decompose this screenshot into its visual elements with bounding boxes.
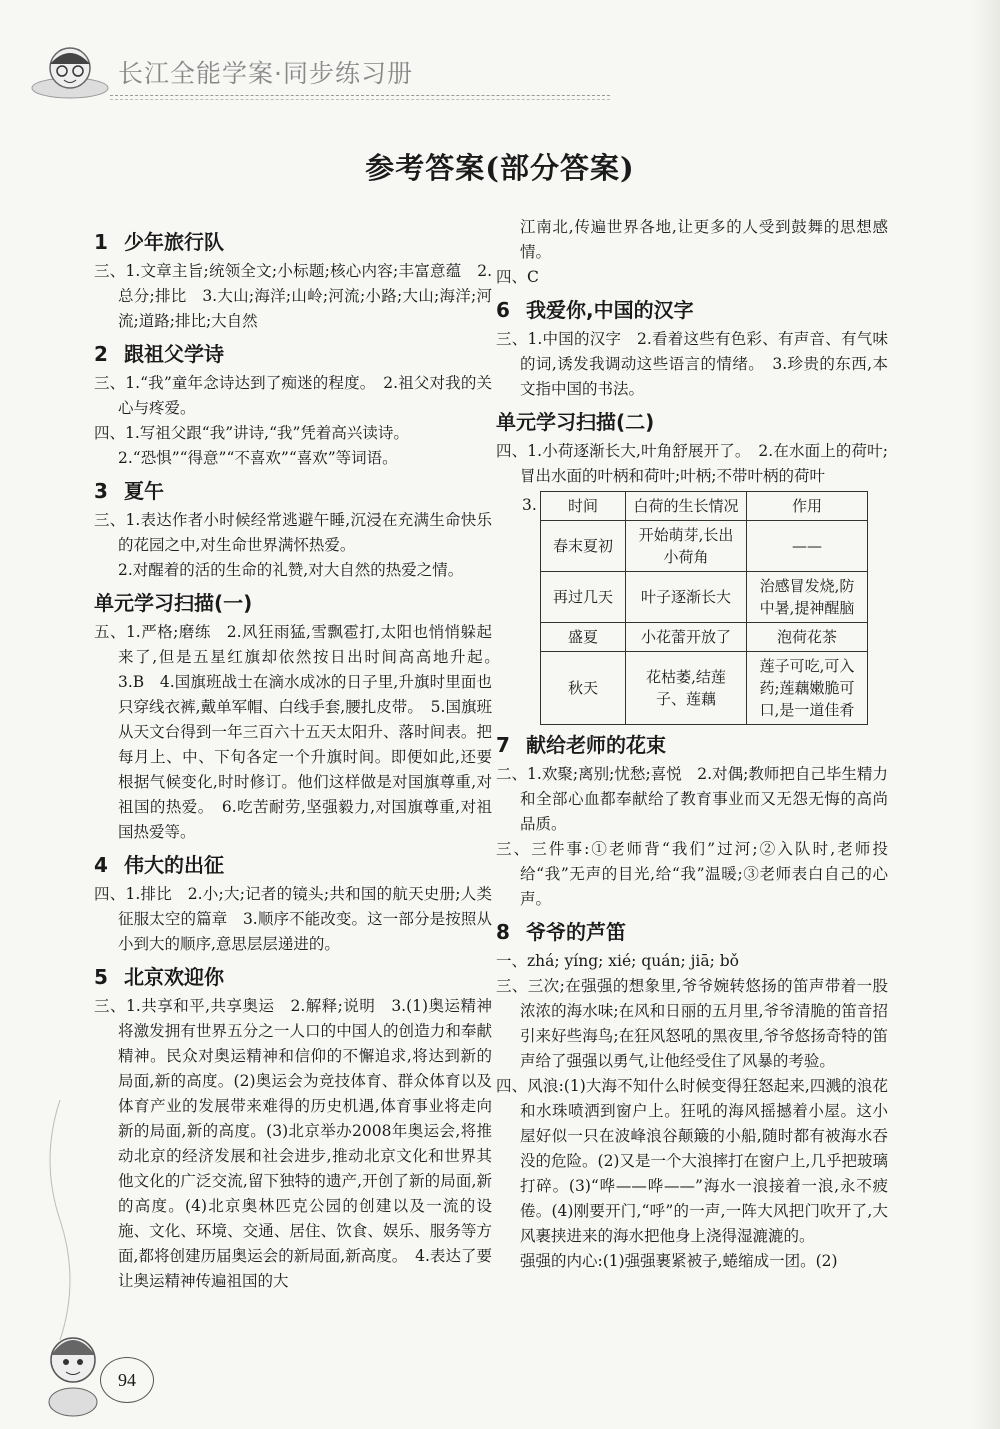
section-heading bbox=[94, 339, 492, 369]
page-edge-shadow bbox=[970, 0, 1000, 1429]
section-number: 4 bbox=[94, 853, 108, 877]
section-title: 我爱你,中国的汉字 bbox=[526, 298, 694, 322]
answer-paragraph: 四、1.写祖父跟“我”讲诗,“我”凭着高兴读诗。 bbox=[94, 424, 409, 442]
table-row bbox=[541, 623, 868, 652]
answer-paragraph: 四、1.小荷逐渐长大,叶角舒展开了。 2.在水面上的荷叶;冒出水面的叶柄和荷叶;叶柄;不带叶柄的荷叶 bbox=[496, 442, 888, 485]
left-column bbox=[94, 222, 508, 1294]
table-label: 3. bbox=[522, 496, 537, 514]
answer-paragraph: 2.“恐惧”“得意”“不喜欢”“喜欢”等词语。 bbox=[118, 449, 398, 467]
answer-paragraph: 四、风浪:(1)大海不知什么时候变得狂怒起来,四溅的浪花和水珠喷洒到窗户上。狂吼的海风摇撼着小屋。这小屋好似一只在波峰浪谷颠簸的小船,随时都有被海水吞没的危险。(2)又是一个大浪摔打在窗户上,几乎把玻璃打碎。(3)“哗——哗——”海水一浪接着一浪,永不疲倦。(4)刚要开门,“呼”的一声,一阵大风把门吹开了,大风裹挟进来的海水把他身上浇得湿漉漉的。 bbox=[496, 1077, 888, 1245]
section-heading bbox=[94, 962, 492, 992]
decorative-swirl bbox=[40, 1100, 80, 1340]
section-number: 8 bbox=[496, 920, 510, 944]
table-header-cell: 时间 bbox=[541, 492, 626, 521]
section-number: 5 bbox=[94, 965, 108, 989]
series-title: 长江全能学案·同步练习册 bbox=[118, 59, 413, 88]
table-cell: 开始萌芽,长出小荷角 bbox=[626, 521, 747, 572]
page-title: 参考答案(部分答案) bbox=[365, 151, 635, 185]
header-divider bbox=[110, 95, 610, 96]
unit-scan-heading: 单元学习扫描(一) bbox=[94, 591, 253, 615]
answer-paragraph: 四、C bbox=[496, 268, 539, 286]
right-column bbox=[496, 215, 888, 1274]
section-title: 伟大的出征 bbox=[124, 853, 224, 877]
section-title: 少年旅行队 bbox=[124, 230, 224, 254]
table-cell: 治感冒发烧,防中暑,提神醒脑 bbox=[747, 572, 868, 623]
section-title: 北京欢迎你 bbox=[124, 965, 224, 989]
answer-paragraph: 三、1.文章主旨;统领全文;小标题;核心内容;丰富意蕴 2.总分;排比 3.大山;海洋;山岭;河流;小路;大山;海洋;河流;道路;排比;大自然 bbox=[94, 262, 492, 330]
section-heading bbox=[94, 476, 492, 506]
answer-paragraph: 三、1.“我”童年念诗达到了痴迷的程度。 2.祖父对我的关心与疼爱。 bbox=[94, 374, 492, 417]
section-heading bbox=[496, 917, 888, 947]
table-header-cell: 白荷的生长情况 bbox=[626, 492, 747, 521]
section-title: 跟祖父学诗 bbox=[124, 342, 224, 366]
page-number: 94 bbox=[100, 1357, 154, 1403]
answer-paragraph: 三、三次;在强强的想象里,爷爷婉转悠扬的笛声带着一股浓浓的海水味;在风和日丽的五月里,爷爷清脆的笛音招引来好些海鸟;在狂风怒吼的黑夜里,爷爷悠扬奇特的笛声给了强强以勇气,让他经受住了风暴的考验。 bbox=[496, 977, 888, 1070]
unit-scan-heading: 单元学习扫描(二) bbox=[496, 410, 655, 434]
table-cell: 花枯萎,结莲子、莲藕 bbox=[626, 652, 747, 725]
section-heading bbox=[496, 295, 888, 325]
table-row bbox=[541, 652, 868, 725]
header-divider-secondary bbox=[110, 99, 610, 100]
lotus-growth-table bbox=[540, 491, 868, 725]
section-title: 爷爷的芦笛 bbox=[526, 920, 626, 944]
answer-paragraph: 三、1.共享和平,共享奥运 2.解释;说明 3.(1)奥运精神将激发拥有世界五分之一人口的中国人的创造力和奉献精神。民众对奥运精神和信仰的不懈追求,将达到新的局面,新的高度。(2)奥运会为竞技体育、群众体育以及体育产业的发展带来难得的历史机遇,体育事业将走向新的局面,新的高度。(3)北京举办2008年奥运会,将推动北京的经济发展和社会进步,推动北京文化和世界其他文化的广泛交流,留下独特的遗产,开创了新的局面,新的高度。(4)北京奥林匹克公园的创建以及一流的设施、文化、环境、交通、居住、饮食、娱乐、服务等方面,都将创建历届奥运会的新局面,新高度。 4.表达了要让奥运精神传遍祖国的大 bbox=[94, 997, 492, 1290]
answer-paragraph: 四、1.排比 2.小;大;记者的镜头;共和国的航天史册;人类征服太空的篇章 3.顺序不能改变。这一部分是按照从小到大的顺序,意思层层递进的。 bbox=[94, 885, 492, 953]
section-number: 2 bbox=[94, 342, 108, 366]
answer-paragraph: 三、1.中国的汉字 2.看着这些有色彩、有声音、有气味的词,诱发我调动这些语言的情绪。 3.珍贵的东西,本文指中国的书法。 bbox=[496, 330, 888, 398]
answer-paragraph: 二、1.欢聚;离别;忧愁;喜悦 2.对偶;教师把自己毕生精力和全部心血都奉献给了教育事业而又无怨无悔的高尚品质。 bbox=[496, 765, 888, 833]
table-cell: 莲子可吃,可入药;莲藕嫩脆可口,是一道佳肴 bbox=[747, 652, 868, 725]
section-number: 7 bbox=[496, 733, 510, 757]
table-header-row bbox=[541, 492, 868, 521]
section-number: 6 bbox=[496, 298, 510, 322]
section-title: 献给老师的花束 bbox=[526, 733, 666, 757]
table-cell: 春末夏初 bbox=[541, 521, 626, 572]
table-cell: 泡荷花茶 bbox=[747, 623, 868, 652]
section-number: 3 bbox=[94, 479, 108, 503]
table-row bbox=[541, 521, 868, 572]
table-cell: 秋天 bbox=[541, 652, 626, 725]
answer-paragraph: 五、1.严格;磨练 2.风狂雨猛,雪飘雹打,太阳也悄悄躲起来了,但是五星红旗却依然按日出时间高高地升起。 3.B 4.国旗班战士在滴水成冰的日子里,升旗时里面也只穿线衣裤,戴单军帽、白线手套,腰扎皮带。 5.国旗班从天文台得到一年三百六十五天太阳升、落时间表。把每月上、中、下旬各定一个升旗时间。即便如此,还要根据气候变化,时时修订。他们这样做是对国旗尊重,对祖国的热爱。 6.吃苦耐劳,坚强毅力,对国旗尊重,对祖国热爱等。 bbox=[94, 623, 508, 841]
growth-table-block bbox=[496, 491, 888, 725]
answer-paragraph: 2.对醒着的活的生命的礼赞,对大自然的热爱之情。 bbox=[118, 561, 464, 579]
table-cell: 盛夏 bbox=[541, 623, 626, 652]
table-header-cell: 作用 bbox=[747, 492, 868, 521]
table-cell: 小花蕾开放了 bbox=[626, 623, 747, 652]
section-number: 1 bbox=[94, 230, 108, 254]
table-cell: 叶子逐渐长大 bbox=[626, 572, 747, 623]
answer-paragraph: 三、1.表达作者小时候经常逃避午睡,沉浸在充满生命快乐的花园之中,对生命世界满怀热爱。 bbox=[94, 511, 492, 554]
section-heading bbox=[496, 730, 888, 760]
table-cell: 再过几天 bbox=[541, 572, 626, 623]
answer-paragraph: 三、三件事:①老师背“我们”过河;②入队时,老师投给“我”无声的目光,给“我”温暖;③老师表白自己的心声。 bbox=[496, 840, 888, 908]
table-cell: —— bbox=[747, 521, 868, 572]
answer-paragraph: 强强的内心:(1)强强裹紧被子,蜷缩成一团。(2) bbox=[520, 1252, 838, 1270]
table-row bbox=[541, 572, 868, 623]
answer-paragraph: 江南北,传遍世界各地,让更多的人受到鼓舞的思想感情。 bbox=[520, 218, 888, 261]
answer-paragraph: 一、zhá; yíng; xié; quán; jiā; bǒ bbox=[496, 952, 740, 970]
section-heading bbox=[94, 227, 492, 257]
section-title: 夏午 bbox=[124, 479, 164, 503]
section-heading bbox=[94, 850, 492, 880]
